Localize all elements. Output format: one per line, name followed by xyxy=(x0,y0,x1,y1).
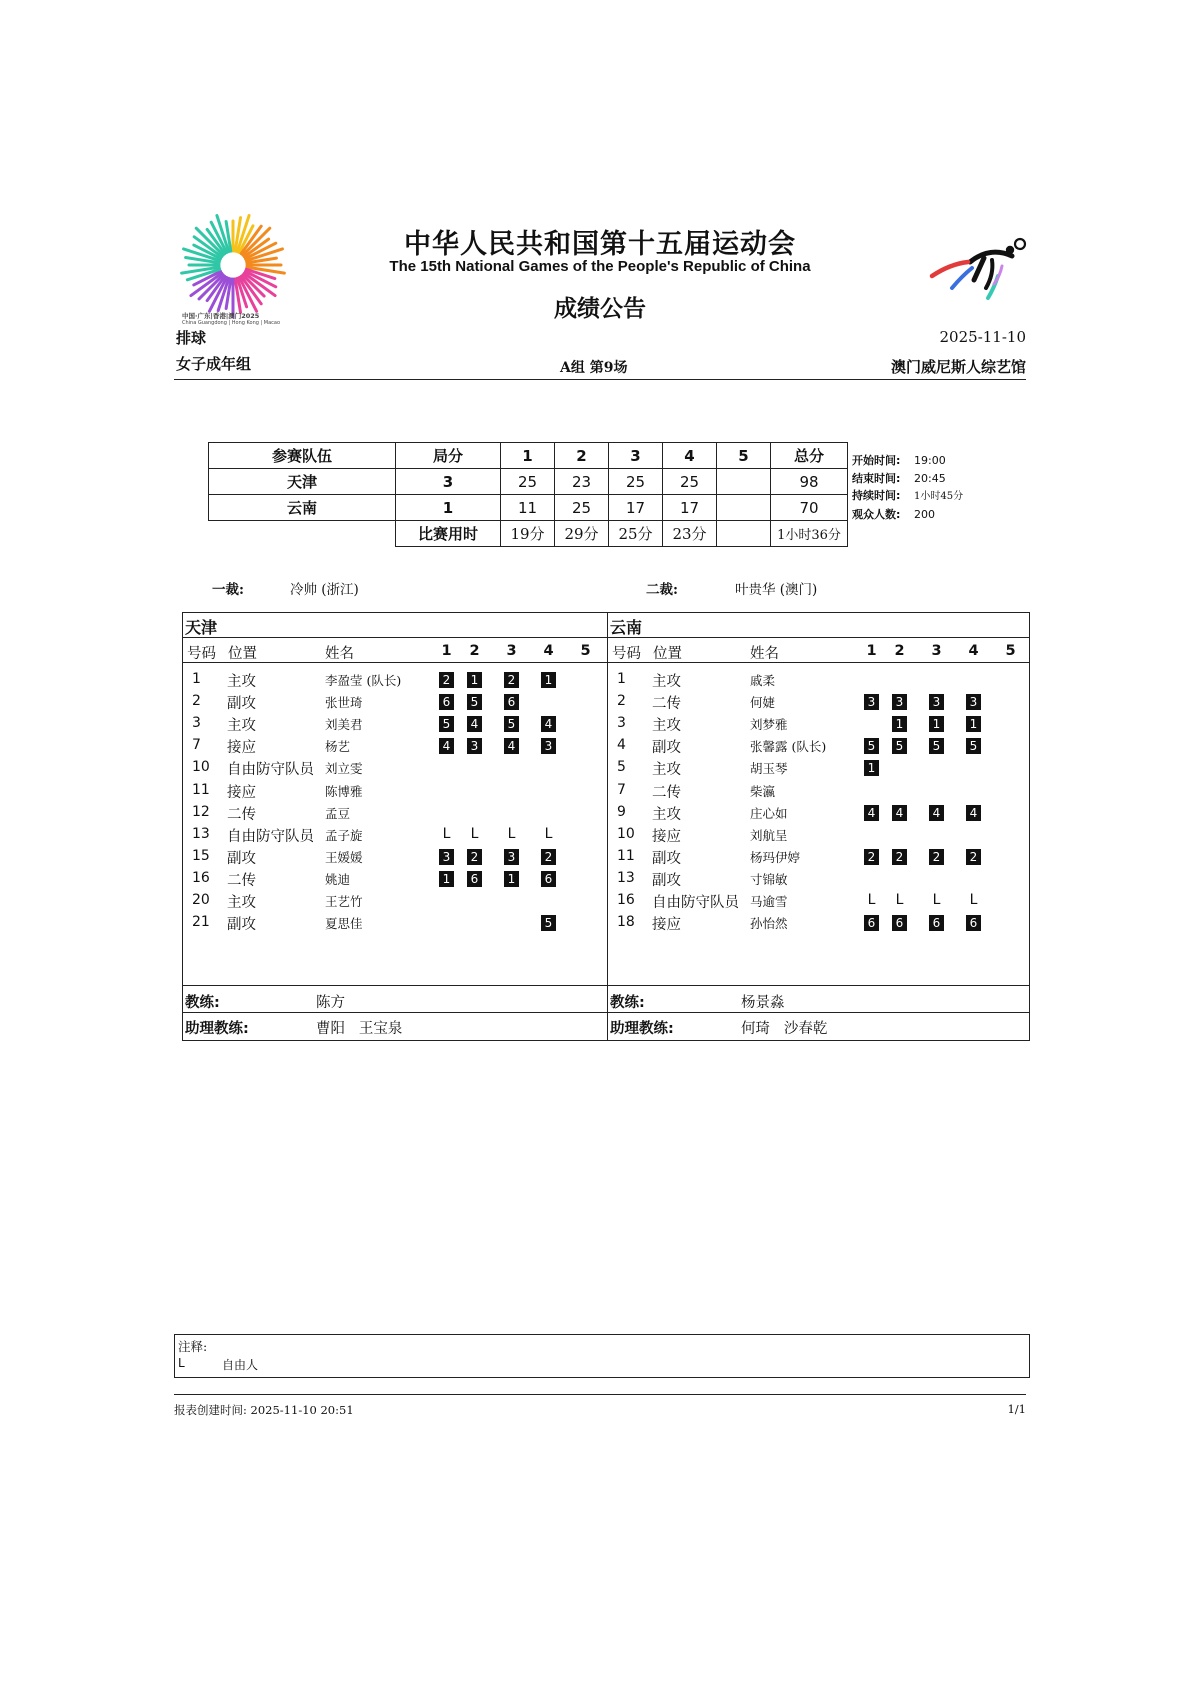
player-position: 副攻 xyxy=(227,917,256,934)
info-value: 1小时45分 xyxy=(914,491,964,502)
set-score-cell xyxy=(717,495,771,521)
set-column-header: 2 xyxy=(894,643,905,659)
set-score-cell: 25 xyxy=(501,469,555,495)
set-column-header: 3 xyxy=(931,643,942,659)
player-number: 1 xyxy=(192,671,201,687)
player-number: 3 xyxy=(192,715,201,732)
player-position: 自由防守队员 xyxy=(227,828,314,845)
player-number: 4 xyxy=(617,737,626,754)
set-column-header: 2 xyxy=(469,643,480,659)
total-duration-cell: 1小时36分 xyxy=(771,521,848,547)
player-number: 5 xyxy=(617,759,626,776)
player-name: 孟豆 xyxy=(325,805,351,821)
player-position: 二传 xyxy=(227,872,256,889)
player-name: 李盈莹 (队长) xyxy=(325,673,402,688)
score-table xyxy=(208,442,848,547)
roster-title-rule xyxy=(182,637,1030,638)
starting-position-badge: 3 xyxy=(966,694,981,710)
column-header: 姓名 xyxy=(750,646,779,662)
player-position: 副攻 xyxy=(652,850,681,867)
set-duration-cell: 29分 xyxy=(555,521,609,547)
player-name: 张世琦 xyxy=(325,695,363,711)
player-position: 自由防守队员 xyxy=(652,895,739,911)
sport-label: 排球 xyxy=(176,329,207,347)
info-label: 结束时间: xyxy=(852,471,901,485)
coach-label: 教练: xyxy=(185,995,220,1011)
score-row xyxy=(209,469,848,495)
player-name: 庄心如 xyxy=(750,805,788,821)
player-position: 接应 xyxy=(227,740,256,757)
duration-label: 比赛用时 xyxy=(396,521,501,547)
player-position: 二传 xyxy=(227,806,256,823)
total-score-cell: 70 xyxy=(771,495,848,521)
player-number: 12 xyxy=(192,803,210,820)
player-number: 21 xyxy=(192,914,210,931)
player-name: 张馨露 (队长) xyxy=(750,739,827,755)
player-position: 副攻 xyxy=(652,872,681,889)
set-duration-cell: 19分 xyxy=(501,521,555,547)
info-label: 持续时间: xyxy=(852,489,901,502)
starting-position-badge: 2 xyxy=(467,849,482,865)
info-value: 20:45 xyxy=(914,471,946,485)
starting-position-badge: 2 xyxy=(966,849,981,865)
player-name: 刘立雯 xyxy=(325,761,363,777)
player-name: 刘梦雅 xyxy=(750,717,788,733)
starting-position-badge: 2 xyxy=(541,849,556,865)
player-number: 10 xyxy=(617,825,635,842)
starting-position-badge: 3 xyxy=(467,738,482,754)
set-column-header: 1 xyxy=(441,643,452,659)
header-set-1: 1 xyxy=(501,443,555,469)
player-position: 接应 xyxy=(227,784,256,801)
page-title-en: The 15th National Games of the People's Republic of China xyxy=(389,258,811,275)
player-number: 13 xyxy=(192,825,210,842)
player-position: 接应 xyxy=(652,917,681,934)
player-name: 杨玛伊婷 xyxy=(750,849,801,865)
header-divider xyxy=(174,379,1026,380)
player-number: 2 xyxy=(617,693,626,710)
second-referee: 叶贵华 (澳门) xyxy=(735,582,818,598)
starting-position-badge: 6 xyxy=(929,915,944,931)
starting-position-badge: 6 xyxy=(439,694,454,710)
starting-position-badge: 6 xyxy=(467,871,482,887)
set-score-cell: 11 xyxy=(501,495,555,521)
libero-marker: L xyxy=(507,825,516,842)
player-position: 自由防守队员 xyxy=(227,762,314,779)
player-name: 王媛媛 xyxy=(325,849,363,865)
coach-rule xyxy=(182,985,1030,986)
info-value: 200 xyxy=(914,507,935,521)
set-score-cell xyxy=(717,469,771,495)
player-name: 柴瀛 xyxy=(750,783,776,799)
header-team: 参赛队伍 xyxy=(209,443,396,469)
player-position: 主攻 xyxy=(652,718,681,735)
starting-position-badge: 2 xyxy=(439,672,454,688)
team-name: 天津 xyxy=(185,618,218,637)
player-position: 副攻 xyxy=(227,850,256,867)
player-number: 9 xyxy=(617,803,626,820)
starting-position-badge: 5 xyxy=(929,738,944,754)
starting-position-badge: 4 xyxy=(864,805,879,821)
starting-position-badge: 1 xyxy=(929,716,944,732)
note-meaning: 自由人 xyxy=(222,1358,259,1372)
starting-position-badge: 1 xyxy=(892,716,907,732)
second-referee-label: 二裁: xyxy=(646,582,678,598)
player-name: 马逾雪 xyxy=(750,894,788,909)
player-number: 1 xyxy=(617,671,626,687)
starting-position-badge: 5 xyxy=(966,738,981,754)
libero-marker: L xyxy=(470,825,479,842)
logo-caption-en: China Guangdong | Hong Kong | Macao xyxy=(182,320,281,326)
starting-position-badge: 6 xyxy=(504,694,519,710)
starting-position-badge: 2 xyxy=(504,672,519,688)
page-subtitle: 成绩公告 xyxy=(554,296,646,322)
player-position: 副攻 xyxy=(652,740,681,757)
set-column-header: 1 xyxy=(866,643,877,659)
page-title: 中华人民共和国第十五届运动会 xyxy=(404,229,796,260)
player-position: 二传 xyxy=(652,784,681,801)
set-score-cell: 17 xyxy=(663,495,717,521)
player-position: 主攻 xyxy=(227,895,256,911)
starting-position-badge: 4 xyxy=(467,716,482,732)
starting-position-badge: 1 xyxy=(966,716,981,732)
header-set-3: 3 xyxy=(609,443,663,469)
starting-position-badge: 3 xyxy=(541,738,556,754)
starting-position-badge: 4 xyxy=(439,738,454,754)
duration-row xyxy=(209,521,848,547)
header-sets: 局分 xyxy=(396,443,501,469)
sets-won-cell: 3 xyxy=(396,469,501,495)
player-number: 15 xyxy=(192,847,210,864)
starting-position-badge: 5 xyxy=(864,738,879,754)
assistant-rule xyxy=(182,1012,1030,1013)
report-created: 报表创建时间: 2025-11-10 20:51 xyxy=(174,1403,354,1417)
player-number: 13 xyxy=(617,869,635,886)
player-name: 戚柔 xyxy=(750,673,776,688)
player-position: 接应 xyxy=(652,828,681,845)
libero-marker: L xyxy=(969,892,978,908)
player-position: 二传 xyxy=(652,696,681,713)
set-duration-cell: 23分 xyxy=(663,521,717,547)
starting-position-badge: 5 xyxy=(504,716,519,732)
column-header: 位置 xyxy=(228,646,257,662)
player-name: 孙怡然 xyxy=(750,916,788,932)
starting-position-badge: 1 xyxy=(541,672,556,688)
starting-position-badge: 6 xyxy=(892,915,907,931)
libero-marker: L xyxy=(442,825,451,842)
assistant-coach-label: 助理教练: xyxy=(610,1021,674,1037)
starting-position-badge: 4 xyxy=(541,716,556,732)
header-set-4: 4 xyxy=(663,443,717,469)
match-info xyxy=(852,452,963,523)
starting-position-badge: 5 xyxy=(439,716,454,732)
header-total: 总分 xyxy=(771,443,848,469)
player-number: 7 xyxy=(617,781,626,798)
player-name: 王艺竹 xyxy=(325,894,363,909)
player-position: 主攻 xyxy=(652,674,681,690)
libero-marker: L xyxy=(867,892,876,908)
score-header-row xyxy=(209,443,848,469)
starting-position-badge: 4 xyxy=(966,805,981,821)
roster-divider xyxy=(607,612,608,1040)
coach-name: 杨景淼 xyxy=(741,995,785,1011)
start-time xyxy=(852,452,963,470)
page-number: 1/1 xyxy=(1007,1402,1026,1416)
coach-label: 教练: xyxy=(610,995,645,1011)
column-header: 位置 xyxy=(653,646,682,662)
player-number: 10 xyxy=(192,759,210,776)
logo-caption: 中国·广东|香港|澳门2025 xyxy=(182,312,260,320)
starting-position-badge: 4 xyxy=(892,805,907,821)
set-duration-cell: 25分 xyxy=(609,521,663,547)
player-position: 主攻 xyxy=(652,806,681,823)
date-label: 2025-11-10 xyxy=(939,328,1026,346)
set-score-cell: 25 xyxy=(555,495,609,521)
header-set-5: 5 xyxy=(717,443,771,469)
starting-position-badge: 2 xyxy=(864,849,879,865)
starting-position-badge: 1 xyxy=(467,672,482,688)
set-column-header: 4 xyxy=(968,643,979,659)
player-name: 陈博雅 xyxy=(325,783,363,799)
column-header: 姓名 xyxy=(325,646,354,662)
starting-position-badge: 4 xyxy=(929,805,944,821)
player-number: 18 xyxy=(617,914,635,931)
starting-position-badge: 1 xyxy=(439,871,454,887)
info-label: 开始时间: xyxy=(852,454,901,467)
match-label: A组 第9场 xyxy=(560,360,628,376)
player-name: 胡玉琴 xyxy=(750,761,788,777)
note-code: L xyxy=(178,1356,185,1370)
duration xyxy=(852,487,963,506)
notes-title: 注释: xyxy=(178,1339,208,1354)
team-name-cell: 天津 xyxy=(209,469,396,495)
starting-position-badge: 3 xyxy=(439,849,454,865)
score-row xyxy=(209,495,848,521)
player-name: 夏思佳 xyxy=(325,916,363,932)
starting-position-badge: 3 xyxy=(929,694,944,710)
assistant-coach-names: 曹阳 王宝泉 xyxy=(316,1021,403,1037)
set-column-header: 5 xyxy=(1005,643,1016,659)
header-set-2: 2 xyxy=(555,443,609,469)
player-number: 7 xyxy=(192,737,201,754)
info-label: 观众人数: xyxy=(852,507,901,521)
player-number: 11 xyxy=(192,781,210,798)
sets-won-cell: 1 xyxy=(396,495,501,521)
starting-position-badge: 1 xyxy=(504,871,519,887)
player-position: 副攻 xyxy=(227,696,256,713)
player-number: 3 xyxy=(617,715,626,732)
player-number: 20 xyxy=(192,892,210,908)
starting-position-badge: 1 xyxy=(864,760,879,776)
end-time xyxy=(852,470,963,488)
set-score-cell: 25 xyxy=(663,469,717,495)
player-name: 刘航呈 xyxy=(750,827,788,843)
team-name: 云南 xyxy=(610,618,643,637)
starting-position-badge: 6 xyxy=(966,915,981,931)
starting-position-badge: 5 xyxy=(892,738,907,754)
starting-position-badge: 2 xyxy=(892,849,907,865)
starting-position-badge: 3 xyxy=(864,694,879,710)
assistant-coach-names: 何琦 沙春乾 xyxy=(741,1021,828,1037)
starting-position-badge: 4 xyxy=(504,738,519,754)
starting-position-badge: 2 xyxy=(929,849,944,865)
player-number: 2 xyxy=(192,693,201,710)
first-referee-label: 一裁: xyxy=(212,582,244,598)
player-name: 何婕 xyxy=(750,695,776,711)
player-name: 姚迪 xyxy=(325,871,351,887)
player-name: 孟子旋 xyxy=(325,827,363,843)
total-score-cell: 98 xyxy=(771,469,848,495)
player-name: 刘美君 xyxy=(325,717,363,733)
footer-divider xyxy=(174,1394,1026,1395)
notes-box xyxy=(174,1334,1030,1378)
coach-name: 陈方 xyxy=(316,995,345,1011)
attendance xyxy=(852,506,963,524)
starting-position-badge: 3 xyxy=(892,694,907,710)
starting-position-badge: 6 xyxy=(541,871,556,887)
player-position: 主攻 xyxy=(227,674,256,690)
team-name-cell: 云南 xyxy=(209,495,396,521)
player-number: 16 xyxy=(617,892,635,908)
player-number: 16 xyxy=(192,869,210,886)
set-duration-cell xyxy=(717,521,771,547)
libero-marker: L xyxy=(895,892,904,908)
info-value: 19:00 xyxy=(914,454,946,467)
player-name: 寸锦敏 xyxy=(750,871,788,887)
first-referee: 冷帅 (浙江) xyxy=(290,582,359,598)
roster-header-rule xyxy=(182,662,1030,663)
starting-position-badge: 3 xyxy=(504,849,519,865)
venue-label: 澳门威尼斯人综艺馆 xyxy=(890,358,1026,376)
set-column-header: 5 xyxy=(580,643,591,659)
set-score-cell: 17 xyxy=(609,495,663,521)
set-column-header: 4 xyxy=(543,643,554,659)
starting-position-badge: 6 xyxy=(864,915,879,931)
player-position: 主攻 xyxy=(227,718,256,735)
libero-marker: L xyxy=(932,892,941,908)
starting-position-badge: 5 xyxy=(467,694,482,710)
libero-marker: L xyxy=(544,825,553,842)
player-number: 11 xyxy=(617,847,635,864)
blank-cell xyxy=(209,521,396,547)
player-name: 杨艺 xyxy=(325,739,351,755)
column-header: 号码 xyxy=(612,646,641,662)
set-score-cell: 23 xyxy=(555,469,609,495)
starting-position-badge: 5 xyxy=(541,915,556,931)
assistant-coach-label: 助理教练: xyxy=(185,1021,249,1037)
set-score-cell: 25 xyxy=(609,469,663,495)
column-header: 号码 xyxy=(187,646,216,662)
player-position: 主攻 xyxy=(652,762,681,779)
category-label: 女子成年组 xyxy=(176,355,252,373)
set-column-header: 3 xyxy=(506,643,517,659)
